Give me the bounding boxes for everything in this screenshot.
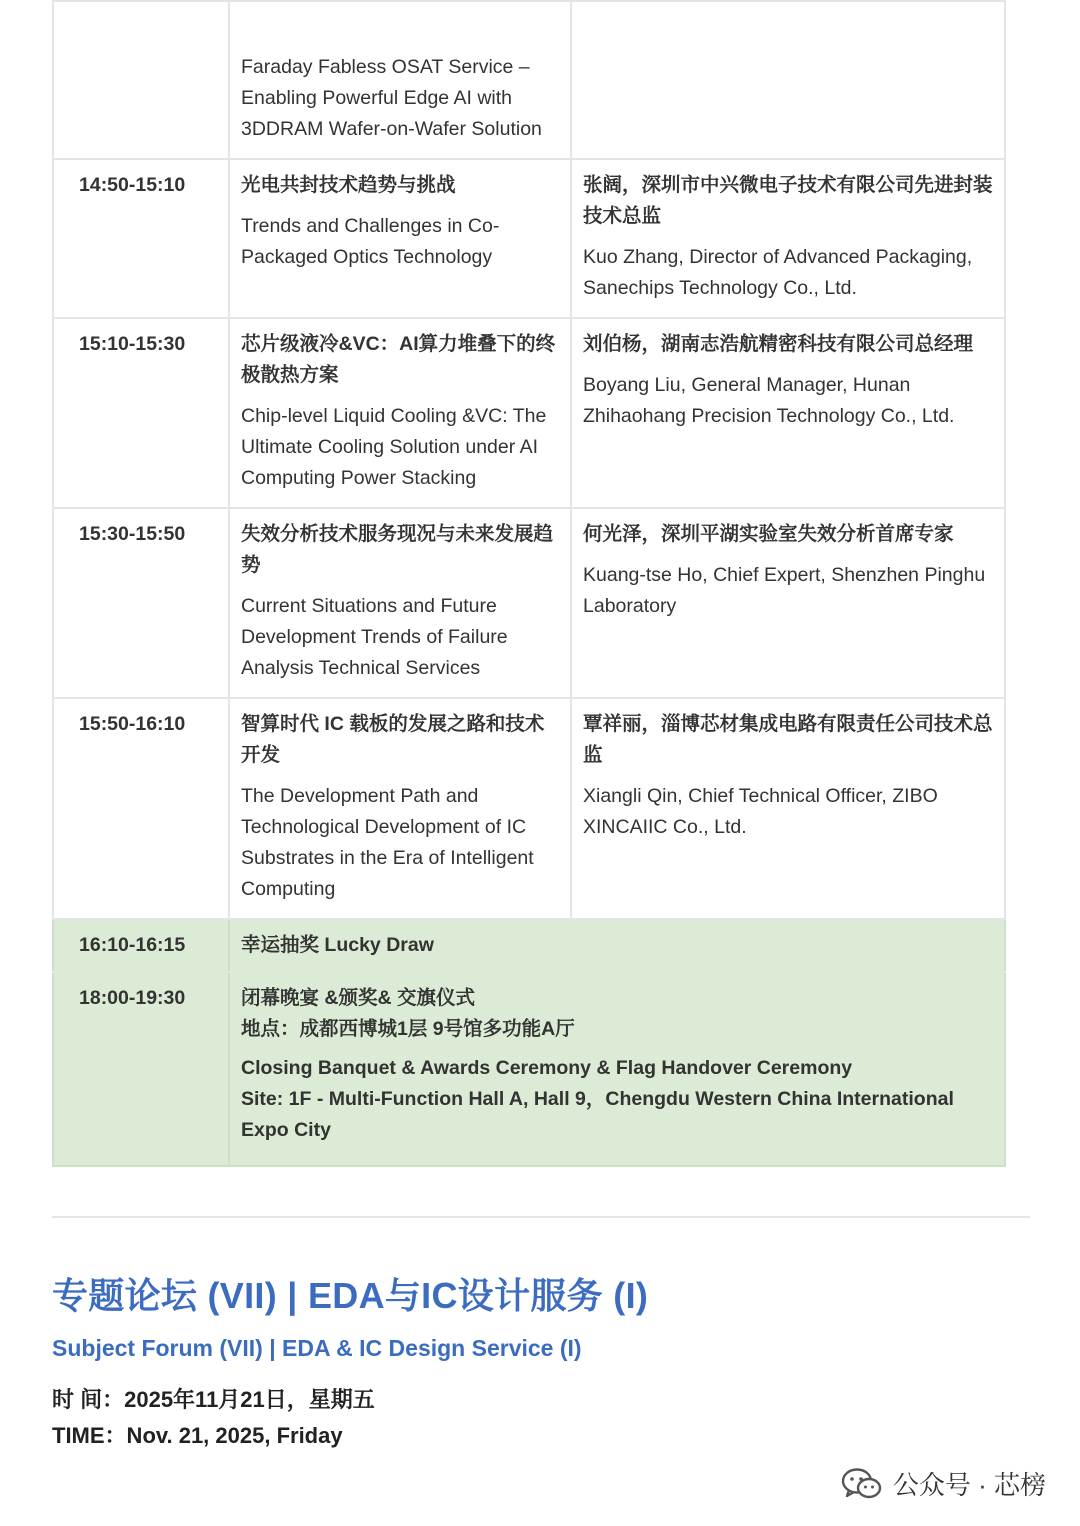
- topic-en: Current Situations and Future Development Trends of Failure Analysis Technical Services: [241, 595, 508, 679]
- banquet-zh-site: 地点：成都西博城1层 9号馆多功能A厅: [241, 1018, 575, 1040]
- topic-cell: [229, 698, 571, 919]
- topic-zh: 失效分析技术服务现况与未来发展趋势: [241, 523, 554, 576]
- speaker-en: Xiangli Qin, Chief Technical Officer, ZIBO XINCAIIC Co., Ltd.: [583, 785, 938, 838]
- table-row: [53, 508, 1005, 698]
- wechat-icon: [841, 1468, 883, 1500]
- topic-en: Faraday Fabless OSAT Service – Enabling Powerful Edge AI with 3DDRAM Wafer-on-Wafer Solution: [241, 56, 542, 140]
- topic-zh: 光电共封技术趋势与挑战: [241, 174, 456, 196]
- time-cell: [53, 1, 229, 159]
- speaker-zh: 刘伯杨，湖南志浩航精密科技有限公司总经理: [583, 333, 974, 355]
- topic-zh: 智算时代 IC 载板的发展之路和技术开发: [241, 713, 545, 766]
- forum-time-en: TIME：Nov. 21, 2025, Friday: [52, 1423, 343, 1448]
- forum-title-en: Subject Forum (VII) | EDA & IC Design Service (I): [52, 1335, 582, 1361]
- table-row: [53, 1, 1005, 159]
- time-cell: 14:50-15:10: [53, 159, 229, 318]
- topic-cell: [229, 318, 571, 508]
- watermark-text: 公众号 · 芯榜: [892, 1470, 1046, 1500]
- speaker-cell: [571, 508, 1005, 698]
- topic-en: Chip-level Liquid Cooling &VC: The Ultimate Cooling Solution under AI Computing Power Stacking: [241, 405, 547, 489]
- watermark: [841, 1465, 1046, 1502]
- time-cell: 16:10-16:15: [53, 919, 229, 972]
- topic-en: The Development Path and Technological Development of IC Substrates in the Era of Intelligent Computing: [241, 785, 534, 900]
- banquet-cell: [229, 972, 1005, 1166]
- time-cell: 15:50-16:10: [53, 698, 229, 919]
- speaker-en: Kuo Zhang, Director of Advanced Packaging, Sanechips Technology Co., Ltd.: [583, 246, 973, 299]
- topic-cell: [229, 159, 571, 318]
- banquet-zh-title: 闭幕晚宴 &颁奖& 交旗仪式: [241, 987, 476, 1009]
- banquet-en-title: Closing Banquet & Awards Ceremony & Flag Handover Ceremony: [241, 1057, 853, 1079]
- banquet-en-site: Site: 1F - Multi-Function Hall A, Hall 9，Chengdu Western China International Expo City: [241, 1088, 954, 1141]
- speaker-cell: [571, 159, 1005, 318]
- speaker-zh: 张阔，深圳市中兴微电子技术有限公司先进封装技术总监: [583, 174, 993, 227]
- speaker-en: Kuang-tse Ho, Chief Expert, Shenzhen Pinghu Laboratory: [583, 564, 986, 617]
- speaker-cell: [571, 318, 1005, 508]
- forum-title-zh: 专题论坛 (VII) | EDA与IC设计服务 (I): [52, 1275, 649, 1316]
- speaker-en: Boyang Liu, General Manager, Hunan Zhihaohang Precision Technology Co., Ltd.: [583, 374, 955, 427]
- speaker-zh: 何光泽，深圳平湖实验室失效分析首席专家: [583, 523, 954, 545]
- lucky-draw-row: [53, 919, 1005, 972]
- topic-en: Trends and Challenges in Co-Packaged Optics Technology: [241, 215, 500, 268]
- section-divider: [52, 1216, 1030, 1218]
- speaker-cell: [571, 698, 1005, 919]
- time-cell: 18:00-19:30: [53, 972, 229, 1166]
- table-row: [53, 698, 1005, 919]
- topic-cell: [229, 1, 571, 159]
- table-row: [53, 159, 1005, 318]
- time-cell: 15:30-15:50: [53, 508, 229, 698]
- speaker-cell: [571, 1, 1005, 159]
- lucky-draw-text: 幸运抽奖 Lucky Draw: [229, 919, 1005, 972]
- agenda-table: [52, 0, 1006, 1167]
- time-cell: 15:10-15:30: [53, 318, 229, 508]
- speaker-zh: 覃祥丽，淄博芯材集成电路有限责任公司技术总监: [583, 713, 993, 766]
- banquet-row: [53, 972, 1005, 1166]
- topic-cell: [229, 508, 571, 698]
- forum-time-zh: 时 间：2025年11月21日，星期五: [52, 1387, 375, 1412]
- table-row: [53, 318, 1005, 508]
- topic-zh: 芯片级液冷&VC：AI算力堆叠下的终极散热方案: [241, 333, 556, 386]
